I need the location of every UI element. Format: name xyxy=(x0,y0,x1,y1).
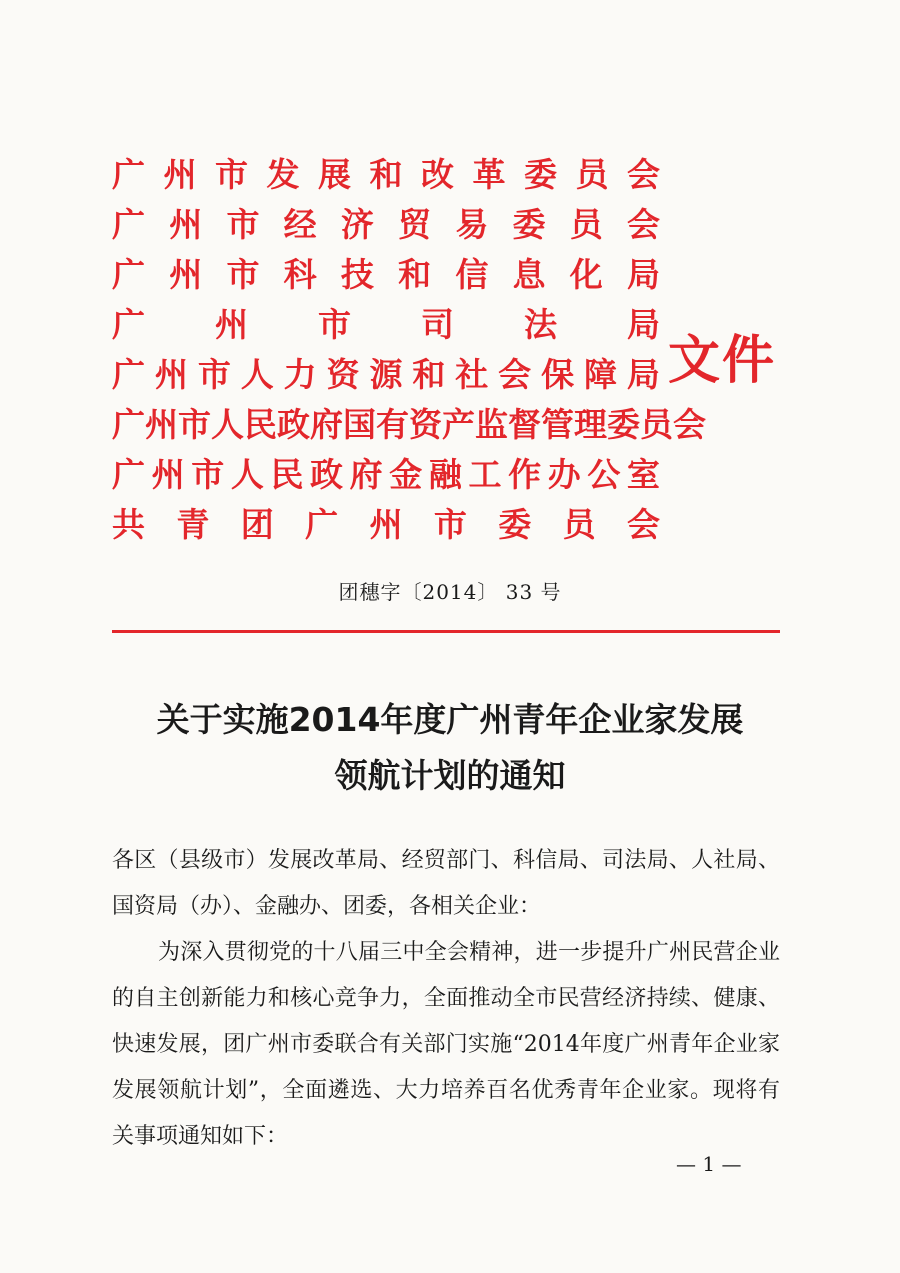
issuer-char: 会 xyxy=(627,505,660,544)
issuer-char: 委 xyxy=(498,505,532,544)
issuer-char: 司 xyxy=(421,305,454,344)
document-number: 团穗字〔2014〕 33 号 xyxy=(338,580,562,604)
issuer-char: 保 xyxy=(541,355,575,394)
issuer-char: 资 xyxy=(326,355,360,394)
issuer-char: 政 xyxy=(310,455,344,494)
issuer-char: 息 xyxy=(512,255,546,294)
issuer-char: 工 xyxy=(468,455,502,494)
issuer-char: 人 xyxy=(230,455,264,494)
issuer-char: 资 xyxy=(409,405,442,444)
issuer-char: 市 xyxy=(215,155,248,194)
issuer-char: 市 xyxy=(197,355,231,394)
issuer-char: 经 xyxy=(283,205,317,244)
issuer-char: 州 xyxy=(145,405,178,444)
issuer-list xyxy=(112,150,706,550)
issuer-char: 会 xyxy=(498,355,532,394)
issuer-char: 广 xyxy=(112,455,145,494)
issuer-char: 民 xyxy=(244,405,277,444)
addressee-paragraph: 各区（县级市）发展改革局、经贸部门、科信局、司法局、人社局、国资局（办）、金融办、团委，各相关企业： xyxy=(112,848,780,919)
issuer-char: 市 xyxy=(178,405,211,444)
issuer-char: 力 xyxy=(283,355,317,394)
issuer-char: 社 xyxy=(455,355,489,394)
issuer-name xyxy=(112,500,660,550)
notice-title xyxy=(0,692,900,804)
issuer-name xyxy=(112,350,660,400)
issuer-char: 青 xyxy=(176,505,210,544)
issuer-char: 员 xyxy=(569,205,603,244)
title-line-1: 关于实施2014年度广州青年企业家发展 xyxy=(156,700,744,739)
issuer-char: 金 xyxy=(389,455,423,494)
issuer-char: 办 xyxy=(547,455,581,494)
issuer-char: 委 xyxy=(524,155,557,194)
issuer-name xyxy=(112,250,660,300)
issuer-char: 州 xyxy=(369,505,403,544)
body-paragraph: 为深入贯彻党的十八届三中全会精神，进一步提升广州民营企业的自主创新能力和核心竞争力，全面推动全市民营经济持续、健康、快速发展，团广州市委联合有关部门实施“2014年度广州青年企业家发展领航计划”，全面遴选、大力培养百名优秀青年企业家。现将有关事项通知如下： xyxy=(112,940,780,1149)
issuer-char: 广 xyxy=(112,255,145,294)
issuer-name xyxy=(112,300,660,350)
issuer-char: 济 xyxy=(340,205,374,244)
issuer-char: 政 xyxy=(277,405,310,444)
issuer-char: 府 xyxy=(349,455,383,494)
issuer-char: 和 xyxy=(369,155,403,194)
issuer-char: 民 xyxy=(270,455,304,494)
issuer-char: 人 xyxy=(211,405,244,444)
notice-body xyxy=(112,838,780,1160)
issuer-char: 团 xyxy=(240,505,274,544)
issuer-char: 督 xyxy=(508,405,541,444)
issuer-char: 员 xyxy=(562,505,596,544)
issuer-char: 局 xyxy=(626,255,660,294)
title-line-2: 领航计划的通知 xyxy=(334,756,566,795)
issuer-char: 室 xyxy=(626,455,660,494)
issuer-char: 理 xyxy=(574,405,607,444)
issuer-char: 化 xyxy=(569,255,603,294)
issuer-char: 委 xyxy=(512,205,546,244)
issuer-char: 障 xyxy=(583,355,617,394)
issuer-char: 作 xyxy=(508,455,542,494)
issuer-char: 易 xyxy=(455,205,489,244)
issuer-char: 广 xyxy=(112,405,145,444)
issuer-char: 融 xyxy=(428,455,462,494)
issuer-char: 市 xyxy=(318,305,351,344)
issuer-char: 人 xyxy=(240,355,274,394)
issuer-name xyxy=(112,150,660,200)
issuer-char: 委 xyxy=(607,405,640,444)
issuer-char: 会 xyxy=(626,205,660,244)
issuer-char: 监 xyxy=(475,405,508,444)
issuer-char: 和 xyxy=(412,355,446,394)
issuer-char: 州 xyxy=(154,355,188,394)
issuer-char: 产 xyxy=(442,405,475,444)
issuer-char: 州 xyxy=(169,255,203,294)
issuer-char: 国 xyxy=(343,405,376,444)
issuer-char: 会 xyxy=(627,155,660,194)
issuer-char: 法 xyxy=(524,305,557,344)
issuer-char: 信 xyxy=(455,255,489,294)
issuer-char: 市 xyxy=(226,255,260,294)
issuer-char: 广 xyxy=(112,305,145,344)
issuer-char: 广 xyxy=(112,155,145,194)
issuer-char: 广 xyxy=(305,505,339,544)
issuer-char: 局 xyxy=(627,305,660,344)
issuer-char: 员 xyxy=(640,405,673,444)
issuer-char: 公 xyxy=(587,455,621,494)
issuer-char: 管 xyxy=(541,405,574,444)
issuer-char: 州 xyxy=(163,155,197,194)
issuer-name xyxy=(112,400,706,450)
issuer-char: 市 xyxy=(226,205,260,244)
issuer-name xyxy=(112,200,660,250)
issuer-char: 府 xyxy=(310,405,343,444)
issuer-char: 局 xyxy=(626,355,660,394)
issuer-char: 州 xyxy=(215,305,248,344)
issuer-char: 州 xyxy=(151,455,185,494)
issuer-char: 州 xyxy=(169,205,203,244)
red-divider xyxy=(112,630,780,633)
issuer-char: 源 xyxy=(369,355,403,394)
issuer-char: 会 xyxy=(673,405,706,444)
page-number: — 1 — xyxy=(676,1152,742,1176)
issuer-char: 科 xyxy=(283,255,317,294)
issuer-char: 市 xyxy=(191,455,225,494)
issuer-char: 技 xyxy=(340,255,374,294)
issuer-char: 展 xyxy=(318,155,351,194)
issuer-char: 贸 xyxy=(398,205,432,244)
issuer-char: 革 xyxy=(472,155,506,194)
issuer-name xyxy=(112,450,660,500)
issuer-char: 市 xyxy=(433,505,467,544)
issuer-char: 员 xyxy=(575,155,609,194)
issuer-char: 广 xyxy=(112,205,145,244)
issuer-char: 共 xyxy=(112,505,145,544)
issuer-char: 广 xyxy=(112,355,145,394)
document-type-label: 文件 xyxy=(668,331,777,391)
issuer-char: 改 xyxy=(421,155,454,194)
issuer-char: 和 xyxy=(398,255,432,294)
issuer-char: 发 xyxy=(266,155,300,194)
issuer-char: 有 xyxy=(376,405,409,444)
